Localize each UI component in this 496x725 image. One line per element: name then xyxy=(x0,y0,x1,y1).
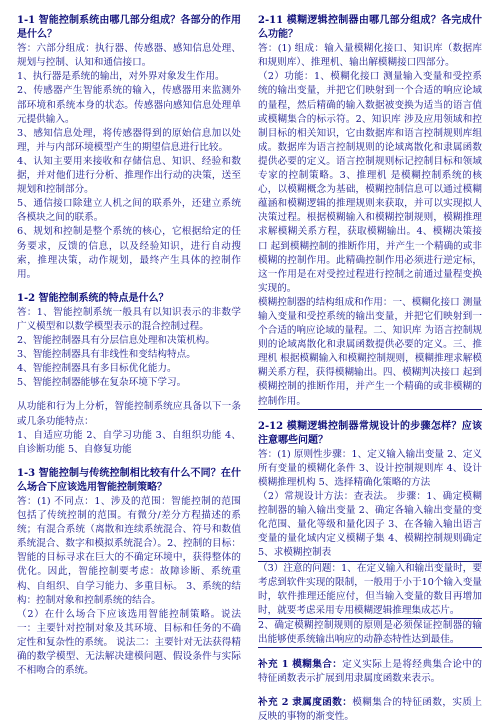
paragraph: 答：(1) 原则性步骤：1、定义输入输出变量 2、定义所有变量的模糊化条件 3、设计控制规则库 4、设计模糊推理机构 5、选择精确化策略的方法 xyxy=(258,448,482,488)
paragraph: 2、传感器产生智能系统的输入，传感器用来监测外部环境和系统本身的状态。传感器向感知信息处理单元提供输入。 xyxy=(17,85,241,125)
paragraph: 答：六部分组成：执行器、传感器、感知信息处理、规划与控制、认知和通信接口。 xyxy=(17,43,241,69)
supplement-text: 定义实际上是将经典集合论中的特征函数表示扩展到用隶属度函数来表示。 xyxy=(258,659,482,685)
supplement-2 xyxy=(258,696,482,724)
paragraph: 2、智能控制器具有分层信息处理和决策机构。 xyxy=(17,335,215,347)
supplement-text: 模糊集合的特征函数，实质上反映的事物的渐变性。 xyxy=(258,697,483,723)
paragraph: 5、通信接口除建立人机之间的联系外，还建立系统各模块之间的联系。 xyxy=(17,198,241,224)
section-title: 1-3 智能控制与传统控制相比较有什么不同？在什么场合下应该选用智能控制策略？ xyxy=(17,467,241,493)
paragraph: 3、感知信息处理，将传感器得到的原始信息加以处理，并与内部环境模型产生的期望信息进行比较。 xyxy=(17,127,241,153)
paragraph: 1、自适应功能 2、自学习功能 3、自组织功能 4、自诊断功能 5、自修复功能 xyxy=(17,429,241,455)
section-title: 1-1 智能控制系统由哪几部分组成？各部分的作用是什么？ xyxy=(17,15,241,41)
paragraph-underlined: （2）常规设计方法：查表法。 步骤：1、确定模糊控制器的输入输出变量 2、确定各输入输出变量的变化范围、量化等级和量化因子 3、在各输入输出语言变量的量化域内定义模糊子集 4、模糊控制规则确定 5、求模糊控制表 xyxy=(258,490,482,561)
paragraph: 4、认知主要用来接收和存储信息、知识、经验和数据，并对他们进行分析、推理作出行动的决策，送至规划和控制部分。 xyxy=(17,155,241,196)
right-column xyxy=(258,14,482,725)
supplement-label: 补充 2 隶属度函数： xyxy=(258,697,353,709)
section-title: 2-12 模糊逻辑控制器常规设计的步骤怎样？应该注意哪些问题？ xyxy=(258,420,482,446)
paragraph-underlined: 模糊控制器的结构组成和作用：一、模糊化接口 测量输入变量和受控系统的输出变量，并把它们映射到一个合适的响应论域的量程。二、知识库 为语言控制规则的论域离散化和隶属函数提供必要的定义。三、推理机 根据模糊输入和模糊控制规则，模糊推理求解模糊关系方程，获得模糊输出。四、模糊判决接口 起到模糊控制的推断作用，并产生一个精确的或非模糊的控制作用。 xyxy=(258,296,482,410)
paragraph: （2）功能：1、模糊化接口 测量输入变量和受控系统的输出变量，并把它们映射到一个合适的响应论域的量程，然后精确的输入数据被变换为适当的语言值或模糊集合的标示符。2、知识库 涉及应用领域和控制目标的相关知识，它由数据库和语言控制规则库组成。数据库为语言控制规则的论域离散化和隶属函数提供必要的定义。语言控制规则标记控制目标和领域专家的控制策略。3、推理机 是模糊控制系统的核心，以模糊概念为基础，模糊控制信息可以通过模糊蕴涵和模糊逻辑的推理规则来获取，并可以实现拟人决策过程。根据模糊输入和模糊控制规则，模糊推理求解模糊关系方程，获取模糊输出。4、模糊决策接口 起到模糊控制的推断作用，并产生一个精确的或非模糊的控制作用。此精确控制作用必须进行逆定标，这一作用是在对受控过程进行控制之前通过量程变换实现的。 xyxy=(258,71,482,294)
paragraph: 答：1、智能控制系统一般具有以知识表示的非数学广义模型和以数学模型表示的混合控制过程。 xyxy=(17,306,241,332)
section-title: 1-2 智能控制系统的特点是什么？ xyxy=(17,292,169,304)
left-column xyxy=(17,14,241,678)
paragraph-underlined: （3）注意的问题：1、在定义输入和输出变量时，要考虑到软件实现的限制，一般用于小于10个输入变量时，软件推理还能应付，但当输入变量的数目再增加时，就要考虑采用专用模糊逻辑推理集成芯片。 xyxy=(258,562,482,619)
paragraph: 1、执行器是系统的输出，对外界对象发生作用。 xyxy=(17,71,225,83)
paragraph-underlined: 2、确定模糊控制规则的原则是必须保证控制器的输出能够使系统输出响应的动静态特性达到最佳。 xyxy=(258,619,482,648)
paragraph: 4、智能控制器具有多目标优化能力。 xyxy=(17,363,177,375)
paragraph: 从功能和行为上分析，智能控制系统应具备以下一条或几条功能特点： xyxy=(17,401,241,427)
section-title: 2-11 模糊逻辑控制器由哪几部分组成？各完成什么功能？ xyxy=(258,15,482,41)
supplement-label: 补充 1 模糊集合： xyxy=(258,659,343,671)
paragraph: 6、规划和控制是整个系统的核心，它根据给定的任务要求，反馈的信息，以及经验知识，进行自动搜索，推理决策，动作规划，最终产生具体的控制作用。 xyxy=(17,226,241,280)
paragraph: （2）在什么场合下应该选用智能控制策略。说法一：主要针对控制对象及其环境、目标和任务的不确定性和复杂性的系统。 说法二：主要针对无法获得精确的数学模型、无法解决建模问题、假设条件与实际不相吻合的系统。 xyxy=(17,608,241,677)
paragraph: 5、智能控制器能够在复杂环境下学习。 xyxy=(17,377,187,389)
paragraph: 答：(1) 组成：输入量模糊化接口、知识库（数据库和规则库）、推理机、输出解模糊接口四部分。 xyxy=(258,43,482,69)
supplement-1 xyxy=(258,658,482,686)
paragraph: 3、智能控制器具有非线性和变结构特点。 xyxy=(17,349,196,361)
paragraph: 答：(1) 不同点：1、涉及的范围：智能控制的范围包括了传统控制的范围。有微分/差分方程描述的系统；有混合系统（离散和连续系统混合、符号和数值系统混合、数字和模拟系统混合）。2、控制的目标：智能的目标寻求在巨大的不确定环境中，获得整体的优化。因此，智能控制要考虑：故障诊断、系统重构、自组织、自学习能力、多重目标。 3、系统的结构：控制对象和控制系统的结合。 xyxy=(17,496,241,606)
